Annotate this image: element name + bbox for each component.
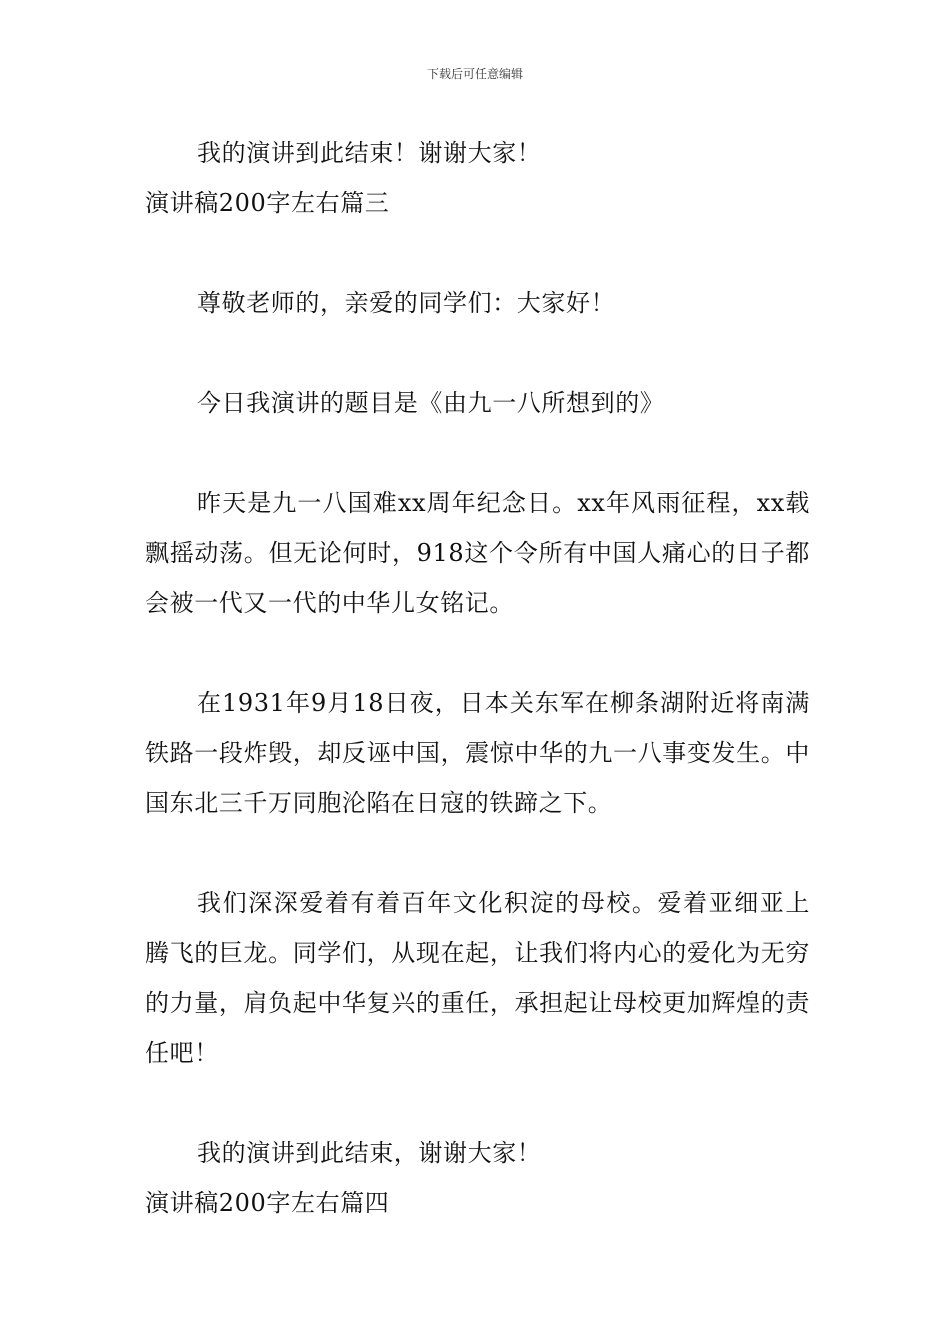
- greeting-paragraph: 尊敬老师的，亲爱的同学们：大家好！: [197, 289, 616, 317]
- section-heading-3: 演讲稿200字左右篇三: [145, 189, 390, 217]
- history-paragraph: 在1931年9月18日夜，日本关东军在柳条湖附近将南满铁路一段炸毁，却反诬中国，震惊中华的九一八事变发生。中国东北三千万同胞沦陷在日寇的铁蹄之下。: [145, 689, 810, 817]
- page-header-note: 下载后可任意编辑: [426, 67, 523, 81]
- topic-paragraph: 今日我演讲的题目是《由九一八所想到的》: [197, 389, 665, 417]
- closing-paragraph-1: 我的演讲到此结束！谢谢大家！: [197, 139, 542, 167]
- document-body: [145, 128, 810, 1228]
- anniversary-paragraph: 昨天是九一八国难xx周年纪念日。xx年风雨征程，xx载飘摇动荡。但无论何时，918这个令所有中国人痛心的日子都会被一代又一代的中华儿女铭记。: [145, 489, 810, 617]
- school-paragraph: 我们深深爱着有着百年文化积淀的母校。爱着亚细亚上腾飞的巨龙。同学们，从现在起，让我们将内心的爱化为无穷的力量，肩负起中华复兴的重任，承担起让母校更加辉煌的责任吧！: [145, 889, 810, 1067]
- closing-paragraph-2: 我的演讲到此结束，谢谢大家！: [197, 1139, 542, 1167]
- section-heading-4: 演讲稿200字左右篇四: [145, 1189, 390, 1217]
